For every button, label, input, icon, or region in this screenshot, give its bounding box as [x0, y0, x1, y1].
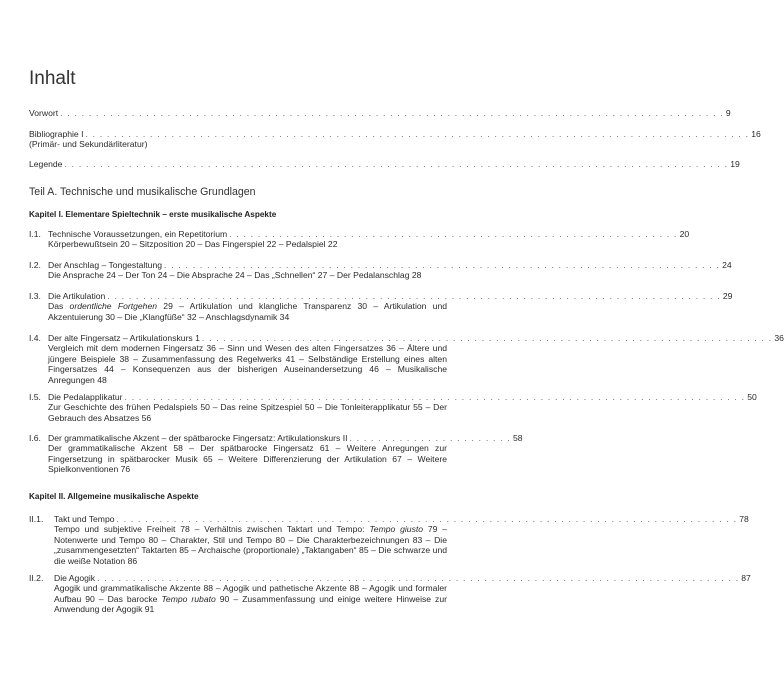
entry-page: 16 — [751, 129, 761, 139]
dot-leader: . . . . . . . . . . . . . . . . . . . . . . . . . . . . . . . . . . . . . . . . . . . . . . . . . . . . . . . . . . . . . . . . . . . . . . . . . . . . . . . . . . . . . . . . . . — [97, 573, 740, 583]
dot-leader: . . . . . . . . . . . . . . . . . . . . . . . . . . . . . . . . . . . . . . . . . . . . . . . . . . . . . . . . . . . . . . . . . . . . . . . . . . . . . . — [164, 260, 721, 270]
section-number: I.5. — [29, 392, 41, 402]
section-topics: Das ordentliche Fortgehen 29 – Artikulation und klangliche Transparenz 30 – Artikulation und Akzentuierung 30 – Die „Klangfüße“ 32 – Anschlagsdynamik 34 — [48, 301, 448, 322]
toc-section-i4[interactable] — [29, 333, 784, 385]
section-number: I.3. — [29, 291, 41, 301]
entry-label: Legende — [29, 159, 63, 169]
section-page: 29 — [722, 291, 733, 301]
part-heading: Teil A. Technische und musikalische Grundlagen — [29, 186, 256, 198]
dot-leader: . . . . . . . . . . . . . . . . . . . . . . . . . . . . . . . . . . . . . . . . . . . . . . . . . . . . . . . . . . . . . . . . . . . . . . . . . . . . . . . . . . . . . . . . . . . . . — [60, 108, 724, 118]
dot-leader: . . . . . . . . . . . . . . . . . . . . . . . . . . . . . . . . . . . . . . . . . . . . . . . . . . . . . . . . . . . . . . . . . . . . . . . . . . . . . . . . . . . . . . . . . . . . . — [64, 159, 729, 169]
section-number: I.2. — [29, 260, 41, 270]
section-page: 50 — [747, 392, 757, 402]
toc-section-i2[interactable] — [29, 260, 732, 281]
section-number: II.1. — [29, 514, 44, 524]
dot-leader: . . . . . . . . . . . . . . . . . . . . . . . . . . . . . . . . . . . . . . . . . . . . . . . . . . . . . . . . . . . . . . . — [229, 229, 678, 239]
section-number: II.2. — [29, 573, 44, 583]
section-page: 20 — [679, 229, 690, 239]
entry-page: 9 — [725, 108, 731, 118]
section-title: Die Pedalapplikatur — [48, 392, 123, 402]
section-title: Der Anschlag – Tongestaltung — [48, 260, 163, 270]
section-number: I.1. — [29, 229, 41, 239]
section-topics: Körperbewußtsein 20 – Sitzposition 20 – Das Fingerspiel 22 – Pedalspiel 22 — [48, 239, 338, 249]
entry-page: 19 — [730, 159, 740, 169]
toc-section-i3[interactable] — [29, 291, 733, 322]
toc-section-i6[interactable] — [29, 433, 523, 475]
section-topics: Die Ansprache 24 – Der Ton 24 – Die Absprache 24 – Das „Schnellen“ 27 – Der Pedalanschlag 28 — [48, 270, 422, 280]
dot-leader: . . . . . . . . . . . . . . . . . . . . . . . . . . . . . . . . . . . . . . . . . . . . . . . . . . . . . . . . . . . . . . . . . . . . . . . . . . . . . . . . . . . . . . . — [124, 392, 746, 402]
entry-subtitle: (Primär- und Sekundärliteratur) — [29, 139, 148, 149]
section-page: 58 — [512, 433, 523, 443]
section-title: Der grammatikalische Akzent – der spätbarocke Fingersatz: Artikulationskurs II — [48, 433, 348, 443]
section-topics: Der grammatikalische Akzent 58 – Der spätbarocke Fingersatz 61 – Weitere Anregungen zur Fingersetzung in spätbarocker Musik 65 – Weitere Differenzierung der Artikulation 67 – Weitere Spielkonventionen 76 — [48, 443, 447, 475]
toc-section-i5[interactable] — [29, 392, 757, 423]
dot-leader: . . . . . . . . . . . . . . . . . . . . . . . . . . . . . . . . . . . . . . . . . . . . . . . . . . . . . . . . . . . . . . . . . . . . . . . . . . . . . . . . . . . . . . . — [116, 514, 738, 524]
section-topics: Vergleich mit dem modernen Fingersatz 36 – Sinn und Wesen des alten Fingersatzes 36 – Ältere und jüngere Beispiele 38 – Zusammenfassung des Regelwerks 41 – Selbständige Erstellung eines alten Fingersatzes 44 – Konsequenzen aus der bisherigen Auseinandersetzung 46 – Musikalische Anregungen 48 — [48, 343, 447, 385]
dot-leader: . . . . . . . . . . . . . . . . . . . . . . . . . . . . . . . . . . . . . . . . . . . . . . . . . . . . . . . . . . . . . . . . . . . . . . . . . . . . . . . . . . . . . . — [107, 291, 721, 301]
section-title: Technische Voraussetzungen, ein Repetitorium — [48, 229, 228, 239]
section-topics: Tempo und subjektive Freiheit 78 – Verhältnis zwischen Taktart und Tempo: Tempo giusto 79 – Notenwerte und Tempo 80 – Charakter, Stil und Tempo 80 – Die Charakterbezeichnungen 83 – Die „zusammengesetzten“ Taktarten 85 – Archaische (proportionale) „Taktangaben“ 85 – Die schwarze und die weiße Notation 86 — [54, 524, 447, 566]
section-topics: Agogik und grammatikalische Akzente 88 – Agogik und pathetische Akzente 88 – Agogik und formaler Aufbau 90 – Das barocke Tempo rubato 90 – Zusammenfassung und einige weitere Hinweise zur Anwendung der Agogik 91 — [54, 583, 447, 615]
toc-section-i1[interactable] — [29, 229, 690, 250]
toc-entry-vorwort[interactable] — [29, 108, 731, 118]
toc-section-ii2[interactable] — [29, 573, 751, 615]
section-page: 87 — [741, 573, 751, 583]
toc-entry-bibliographie[interactable] — [29, 129, 761, 149]
dot-leader: . . . . . . . . . . . . . . . . . . . . . . . — [349, 433, 511, 443]
entry-label: Vorwort — [29, 108, 59, 118]
section-topics: Zur Geschichte des frühen Pedalspiels 50 – Das reine Spitzespiel 50 – Die Tonleiterapplikatur 55 – Der Gebrauch des Absatzes 56 — [48, 402, 447, 423]
chapter-heading-1: Kapitel I. Elementare Spieltechnik – erste musikalische Aspekte — [29, 210, 277, 219]
section-title: Die Artikulation — [48, 291, 106, 301]
page-title: Inhalt — [29, 68, 76, 89]
toc-entry-legende[interactable] — [29, 159, 740, 169]
emphasis: Tempo rubato — [161, 593, 216, 604]
emphasis: Tempo giusto — [369, 524, 424, 534]
section-title: Der alte Fingersatz – Artikulationskurs 1 — [48, 333, 200, 343]
dot-leader: . . . . . . . . . . . . . . . . . . . . . . . . . . . . . . . . . . . . . . . . . . . . . . . . . . . . . . . . . . . . . . . . . . . . . . . . . . . . . . . . . . . . . . . . . . . . . — [85, 129, 750, 139]
section-number: I.6. — [29, 433, 41, 443]
toc-section-ii1[interactable] — [29, 514, 749, 566]
section-page: 24 — [722, 260, 732, 270]
section-page: 36 — [774, 333, 784, 343]
section-title: Takt und Tempo — [54, 514, 115, 524]
section-title: Die Agogik — [54, 573, 96, 583]
section-page: 78 — [739, 514, 749, 524]
dot-leader: . . . . . . . . . . . . . . . . . . . . . . . . . . . . . . . . . . . . . . . . . . . . . . . . . . . . . . . . . . . . . . . . . . . . . . . . . . . . . . . . — [201, 333, 773, 343]
entry-label: Bibliographie I — [29, 129, 84, 139]
emphasis: ordentliche Fortgehen — [69, 301, 158, 311]
chapter-heading-2: Kapitel II. Allgemeine musikalische Aspekte — [29, 492, 199, 501]
section-number: I.4. — [29, 333, 41, 343]
